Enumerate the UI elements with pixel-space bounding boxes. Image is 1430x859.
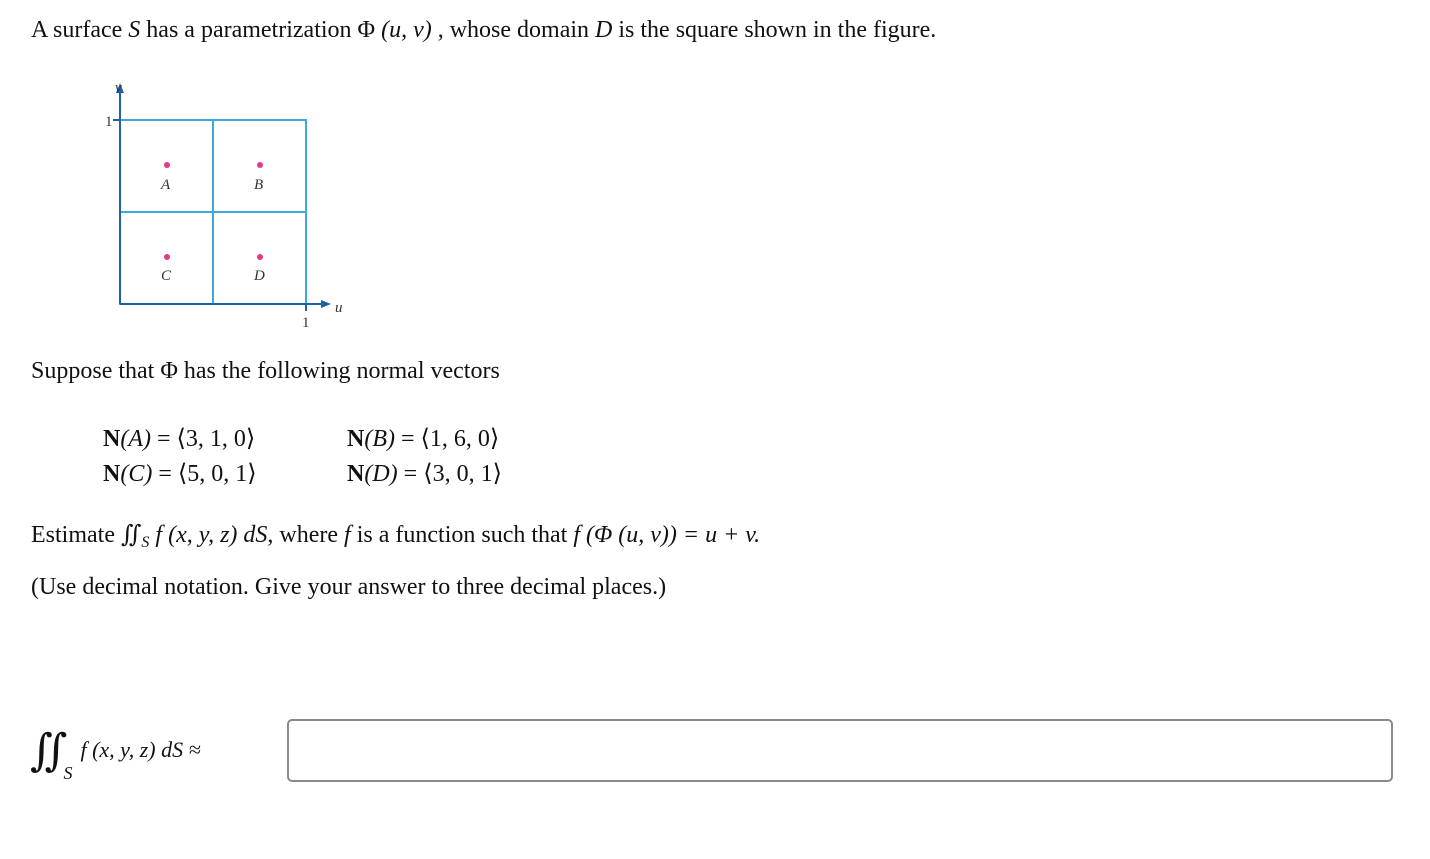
- suppose-statement: [31, 358, 500, 385]
- estimate-text-2: , where: [267, 522, 345, 548]
- point-a-label: A: [161, 177, 171, 193]
- point-b-dot: [257, 162, 263, 168]
- answer-expression: f (x, y, z) dS ≈: [80, 737, 201, 762]
- problem-intro: [31, 17, 936, 44]
- suppose-phi-symbol: Φ: [160, 358, 178, 384]
- normal-a-symbol: N: [103, 426, 121, 452]
- u-tick-label: 1: [302, 315, 310, 331]
- normal-a-value: = ⟨3, 1, 0⟩: [151, 426, 256, 452]
- normal-d-point: (D): [364, 461, 398, 487]
- intro-phi-args: (u, v): [375, 17, 432, 43]
- estimate-f-symbol: f: [344, 522, 351, 548]
- point-b-label: B: [254, 177, 264, 193]
- normal-c-value: = ⟨5, 0, 1⟩: [152, 461, 257, 487]
- answer-integral-subscript: S: [63, 763, 73, 783]
- normal-b-point: (B): [364, 426, 395, 452]
- point-c-dot: [164, 254, 170, 260]
- point-a-dot: [164, 162, 170, 168]
- point-d-label: D: [254, 268, 265, 284]
- intro-domain-symbol: D: [595, 17, 613, 43]
- answer-instructions: (Use decimal notation. Give your answer to three decimal places.): [31, 574, 667, 600]
- intro-text-2: has a parametrization: [140, 17, 358, 43]
- normal-a-point: (A): [120, 426, 151, 452]
- normal-b-value: = ⟨1, 6, 0⟩: [395, 426, 500, 452]
- intro-text-3: , whose domain: [431, 17, 596, 43]
- estimate-text-3: is a function such that: [350, 522, 574, 548]
- normal-d-symbol: N: [347, 461, 365, 487]
- estimate-integrand: f (x, y, z) dS: [149, 522, 268, 548]
- estimate-integral-subscript: S: [141, 534, 150, 551]
- u-axis-arrow-icon: [321, 300, 331, 308]
- answer-integral-symbol: ∬: [30, 726, 58, 775]
- point-d-dot: [257, 254, 263, 260]
- domain-square-figure: [95, 75, 355, 340]
- normal-vector-d: [347, 459, 502, 488]
- suppose-text-2: has the following normal vectors: [177, 358, 500, 384]
- v-axis-label: v: [115, 80, 122, 96]
- estimate-integral-symbol: ∬: [120, 522, 142, 548]
- intro-text-4: is the square shown in the figure.: [612, 17, 937, 43]
- normal-c-point: (C): [120, 461, 153, 487]
- point-c-label: C: [161, 268, 172, 284]
- v-tick-label: 1: [105, 114, 113, 130]
- answer-label: [30, 725, 201, 784]
- suppose-text-1: Suppose that: [31, 358, 161, 384]
- normal-d-value: = ⟨3, 0, 1⟩: [397, 461, 502, 487]
- estimate-statement: [31, 520, 760, 552]
- normal-vector-b: [347, 424, 499, 453]
- intro-surface-symbol: S: [128, 17, 141, 43]
- normal-b-symbol: N: [347, 426, 365, 452]
- estimate-text-1: Estimate: [31, 522, 121, 548]
- normal-c-symbol: N: [103, 461, 121, 487]
- answer-input[interactable]: [287, 719, 1393, 782]
- u-axis-label: u: [335, 300, 343, 316]
- normal-vector-a: [103, 424, 255, 453]
- intro-text-1: A surface: [31, 17, 129, 43]
- normal-vector-c: [103, 459, 257, 488]
- estimate-condition: f (Φ (u, v)) = u + v.: [573, 522, 761, 548]
- intro-phi-symbol: Φ: [357, 17, 376, 43]
